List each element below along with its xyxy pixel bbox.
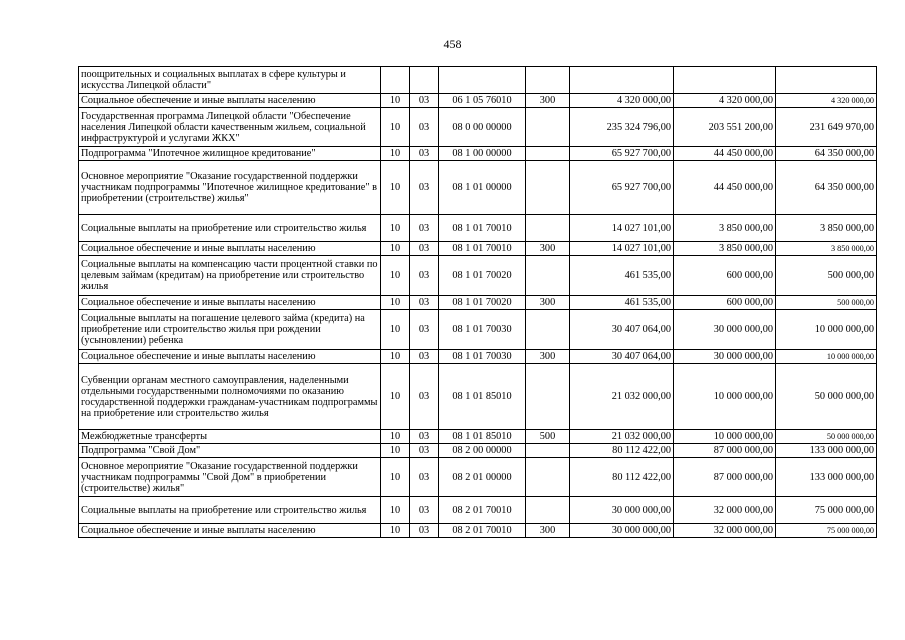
row-sum-year-1: 30 407 064,00 [570, 350, 674, 364]
row-razdel: 10 [381, 108, 410, 147]
row-name: Социальное обеспечение и иные выплаты населению [79, 94, 381, 108]
row-podrazdel: 03 [410, 497, 439, 524]
row-sum-year-2: 3 850 000,00 [674, 215, 776, 242]
row-name: Социальные выплаты на компенсацию части процентной ставки по целевым займам (кредитам) на приобретение или строительство жилья [79, 256, 381, 296]
row-target-article: 08 2 01 00000 [439, 458, 526, 497]
row-sum-year-2: 203 551 200,00 [674, 108, 776, 147]
row-razdel: 10 [381, 497, 410, 524]
row-sum-year-2: 30 000 000,00 [674, 310, 776, 350]
row-expense-type [526, 161, 570, 215]
table-row [79, 310, 877, 350]
row-sum-year-3: 10 000 000,00 [776, 350, 877, 364]
row-sum-year-3: 3 850 000,00 [776, 215, 877, 242]
row-target-article: 06 1 05 76010 [439, 94, 526, 108]
row-razdel: 10 [381, 458, 410, 497]
row-sum-year-1: 80 112 422,00 [570, 458, 674, 497]
row-sum-year-1: 65 927 700,00 [570, 147, 674, 161]
row-sum-year-2: 44 450 000,00 [674, 161, 776, 215]
row-sum-year-1: 65 927 700,00 [570, 161, 674, 215]
row-expense-type [526, 256, 570, 296]
row-target-article: 08 1 01 70010 [439, 215, 526, 242]
row-target-article: 08 2 01 70010 [439, 524, 526, 538]
row-podrazdel: 03 [410, 256, 439, 296]
row-razdel: 10 [381, 161, 410, 215]
row-sum-year-2: 30 000 000,00 [674, 350, 776, 364]
row-name: Государственная программа Липецкой области "Обеспечение населения Липецкой области качественным жильем, социальной инфраструктурой и услугами ЖКХ" [79, 108, 381, 147]
row-sum-year-1: 21 032 000,00 [570, 430, 674, 444]
row-sum-year-1: 30 000 000,00 [570, 497, 674, 524]
table-row [79, 444, 877, 458]
row-razdel: 10 [381, 147, 410, 161]
row-razdel [381, 67, 410, 94]
row-name: Социальные выплаты на приобретение или строительство жилья [79, 497, 381, 524]
row-sum-year-1: 14 027 101,00 [570, 242, 674, 256]
row-razdel: 10 [381, 364, 410, 430]
row-sum-year-3: 231 649 970,00 [776, 108, 877, 147]
row-expense-type [526, 215, 570, 242]
row-sum-year-3: 3 850 000,00 [776, 242, 877, 256]
row-target-article: 08 1 01 70030 [439, 310, 526, 350]
row-podrazdel: 03 [410, 364, 439, 430]
row-sum-year-3: 64 350 000,00 [776, 147, 877, 161]
row-podrazdel: 03 [410, 444, 439, 458]
row-razdel: 10 [381, 524, 410, 538]
row-sum-year-2: 600 000,00 [674, 296, 776, 310]
row-podrazdel: 03 [410, 524, 439, 538]
row-razdel: 10 [381, 296, 410, 310]
row-podrazdel: 03 [410, 108, 439, 147]
row-expense-type [526, 310, 570, 350]
row-razdel: 10 [381, 310, 410, 350]
row-sum-year-1: 80 112 422,00 [570, 444, 674, 458]
row-sum-year-3: 500 000,00 [776, 296, 877, 310]
row-sum-year-1: 14 027 101,00 [570, 215, 674, 242]
row-sum-year-1: 461 535,00 [570, 256, 674, 296]
row-name: поощрительных и социальных выплатах в сфере культуры и искусства Липецкой области" [79, 67, 381, 94]
row-podrazdel: 03 [410, 147, 439, 161]
row-sum-year-1: 21 032 000,00 [570, 364, 674, 430]
row-razdel: 10 [381, 444, 410, 458]
row-expense-type: 300 [526, 524, 570, 538]
row-name: Социальное обеспечение и иные выплаты населению [79, 296, 381, 310]
table-row [79, 215, 877, 242]
row-podrazdel: 03 [410, 350, 439, 364]
row-sum-year-2: 600 000,00 [674, 256, 776, 296]
row-expense-type [526, 444, 570, 458]
table-row [79, 364, 877, 430]
table-row [79, 161, 877, 215]
row-expense-type: 300 [526, 242, 570, 256]
row-sum-year-1 [570, 67, 674, 94]
table-row [79, 524, 877, 538]
row-expense-type [526, 108, 570, 147]
row-sum-year-3: 4 320 000,00 [776, 94, 877, 108]
row-sum-year-1: 4 320 000,00 [570, 94, 674, 108]
row-podrazdel: 03 [410, 161, 439, 215]
table-row [79, 350, 877, 364]
row-sum-year-2 [674, 67, 776, 94]
row-name: Основное мероприятие "Оказание государственной поддержки участникам подпрограммы "Свой Дом" в приобретении (строительстве) жилья" [79, 458, 381, 497]
row-sum-year-2: 87 000 000,00 [674, 458, 776, 497]
row-podrazdel: 03 [410, 296, 439, 310]
table-row [79, 108, 877, 147]
row-razdel: 10 [381, 242, 410, 256]
row-target-article: 08 1 01 70020 [439, 256, 526, 296]
row-razdel: 10 [381, 350, 410, 364]
row-sum-year-3: 500 000,00 [776, 256, 877, 296]
row-sum-year-3: 50 000 000,00 [776, 364, 877, 430]
table-body [79, 67, 877, 538]
row-razdel: 10 [381, 215, 410, 242]
row-name: Социальное обеспечение и иные выплаты населению [79, 524, 381, 538]
table-row [79, 497, 877, 524]
row-sum-year-3: 64 350 000,00 [776, 161, 877, 215]
row-target-article: 08 1 01 85010 [439, 430, 526, 444]
row-sum-year-3: 75 000 000,00 [776, 524, 877, 538]
row-podrazdel: 03 [410, 94, 439, 108]
table-row [79, 430, 877, 444]
row-sum-year-1: 30 407 064,00 [570, 310, 674, 350]
row-sum-year-3: 133 000 000,00 [776, 444, 877, 458]
row-sum-year-1: 461 535,00 [570, 296, 674, 310]
row-podrazdel: 03 [410, 242, 439, 256]
table-row [79, 94, 877, 108]
row-sum-year-2: 10 000 000,00 [674, 430, 776, 444]
row-razdel: 10 [381, 94, 410, 108]
row-name: Основное мероприятие "Оказание государственной поддержки участникам подпрограммы "Ипотечное жилищное кредитование" в приобретении (строительстве) жилья" [79, 161, 381, 215]
row-expense-type: 300 [526, 350, 570, 364]
row-name: Подпрограмма "Ипотечное жилищное кредитование" [79, 147, 381, 161]
row-razdel: 10 [381, 430, 410, 444]
row-sum-year-3: 75 000 000,00 [776, 497, 877, 524]
row-target-article: 08 0 00 00000 [439, 108, 526, 147]
table-row [79, 458, 877, 497]
row-expense-type: 500 [526, 430, 570, 444]
row-expense-type: 300 [526, 94, 570, 108]
row-sum-year-3: 133 000 000,00 [776, 458, 877, 497]
row-target-article: 08 2 01 70010 [439, 497, 526, 524]
row-target-article: 08 1 01 85010 [439, 364, 526, 430]
row-target-article: 08 1 01 70030 [439, 350, 526, 364]
row-expense-type [526, 147, 570, 161]
row-name: Социальные выплаты на приобретение или строительство жилья [79, 215, 381, 242]
row-name: Социальные выплаты на погашение целевого займа (кредита) на приобретение или строительство жилья при рождении (усыновлении) ребенка [79, 310, 381, 350]
row-sum-year-2: 10 000 000,00 [674, 364, 776, 430]
page-number: 458 [443, 37, 462, 51]
row-podrazdel: 03 [410, 458, 439, 497]
row-name: Субвенции органам местного самоуправления, наделенными отдельными государственными полномочиями по оказанию государственной поддержки гражданам-участникам подпрограммы на приобретение или строительство жилья [79, 364, 381, 430]
table-row [79, 242, 877, 256]
row-podrazdel: 03 [410, 215, 439, 242]
row-sum-year-2: 44 450 000,00 [674, 147, 776, 161]
row-sum-year-1: 30 000 000,00 [570, 524, 674, 538]
row-name: Социальное обеспечение и иные выплаты населению [79, 242, 381, 256]
table-row [79, 296, 877, 310]
row-sum-year-2: 32 000 000,00 [674, 497, 776, 524]
row-target-article: 08 1 00 00000 [439, 147, 526, 161]
row-sum-year-2: 3 850 000,00 [674, 242, 776, 256]
row-expense-type [526, 497, 570, 524]
row-podrazdel: 03 [410, 430, 439, 444]
row-expense-type [526, 458, 570, 497]
row-sum-year-2: 32 000 000,00 [674, 524, 776, 538]
row-expense-type [526, 364, 570, 430]
row-sum-year-2: 87 000 000,00 [674, 444, 776, 458]
row-sum-year-2: 4 320 000,00 [674, 94, 776, 108]
row-name: Социальное обеспечение и иные выплаты населению [79, 350, 381, 364]
table-row [79, 256, 877, 296]
row-name: Межбюджетные трансферты [79, 430, 381, 444]
row-sum-year-1: 235 324 796,00 [570, 108, 674, 147]
row-expense-type: 300 [526, 296, 570, 310]
row-sum-year-3: 10 000 000,00 [776, 310, 877, 350]
budget-table [78, 66, 877, 538]
row-sum-year-3: 50 000 000,00 [776, 430, 877, 444]
table-row [79, 147, 877, 161]
row-podrazdel: 03 [410, 310, 439, 350]
row-target-article: 08 1 01 00000 [439, 161, 526, 215]
table-row [79, 67, 877, 94]
row-name: Подпрограмма "Свой Дом" [79, 444, 381, 458]
row-expense-type [526, 67, 570, 94]
row-target-article: 08 2 00 00000 [439, 444, 526, 458]
row-sum-year-3 [776, 67, 877, 94]
row-target-article: 08 1 01 70010 [439, 242, 526, 256]
row-razdel: 10 [381, 256, 410, 296]
row-target-article [439, 67, 526, 94]
row-podrazdel [410, 67, 439, 94]
row-target-article: 08 1 01 70020 [439, 296, 526, 310]
